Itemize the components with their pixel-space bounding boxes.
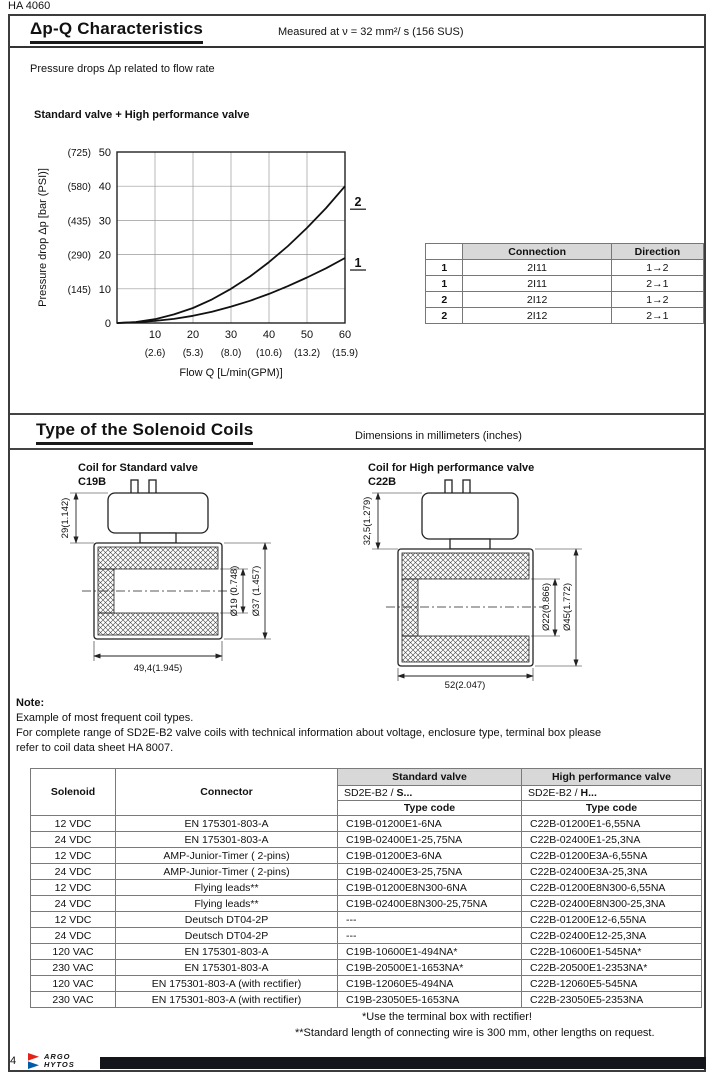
- table-cell: EN 175301-803-A: [116, 944, 338, 960]
- section-divider: [10, 413, 704, 415]
- dim-width: 49,4(1.945): [133, 663, 183, 674]
- footer-bar: [100, 1057, 706, 1069]
- table-cell: C19B-02400E3-25,75NA: [338, 864, 522, 880]
- chart-x-tick: 40: [262, 329, 276, 341]
- argo-hytos-logo-text: [44, 1053, 75, 1069]
- table-cell: 2→1: [611, 308, 703, 324]
- sub-header-standard-code: S...: [396, 787, 413, 799]
- connection-table-header: [426, 244, 704, 260]
- table-row: [31, 960, 702, 976]
- table-cell: C19B-20500E1-1653NA*: [338, 960, 522, 976]
- chart-x-tick-gpm: (10.6): [255, 348, 283, 359]
- hp-coil-caption-line1: Coil for High performance valve: [368, 462, 535, 474]
- table-cell: ---: [338, 912, 522, 928]
- table-cell: 2I12: [463, 308, 611, 324]
- chart-y-axis-label: Pressure drop Δp [bar (PSI)]: [37, 168, 49, 307]
- footnote-rectifier: *Use the terminal box with rectifier!: [362, 1011, 532, 1023]
- hp-coil-caption-line2: C22B: [368, 476, 397, 488]
- group-header-standard-valve: Standard valve: [338, 769, 522, 786]
- coil-table-body: [31, 816, 702, 1008]
- table-row: [31, 928, 702, 944]
- table-cell: 12 VDC: [31, 880, 116, 896]
- table-cell: Deutsch DT04-2P: [116, 912, 338, 928]
- table-cell: 1: [426, 260, 463, 276]
- table-row: [426, 292, 704, 308]
- connection-header-blank: [426, 244, 463, 260]
- table-cell: 12 VDC: [31, 848, 116, 864]
- coil-standard-body: [82, 543, 236, 639]
- table-cell: C22B-23050E5-2353NA: [522, 992, 702, 1008]
- table-cell: EN 175301-803-A (with rectifier): [116, 976, 338, 992]
- chart-x-tick: 10: [148, 329, 162, 341]
- chart-y-tick: 20: [98, 249, 111, 262]
- coil-hp-connector: [422, 480, 518, 549]
- table-cell: 230 VAC: [31, 992, 116, 1008]
- table-cell: C22B-12060E5-545NA: [522, 976, 702, 992]
- chart-curve-label-1: 1: [354, 256, 362, 271]
- connection-header-direction: Direction: [611, 244, 703, 260]
- coil-table-header-row1: [31, 769, 702, 786]
- table-cell: EN 175301-803-A (with rectifier): [116, 992, 338, 1008]
- table-cell: ---: [338, 928, 522, 944]
- type-code-header-standard: Type code: [338, 801, 522, 816]
- table-cell: 2→1: [611, 276, 703, 292]
- table-cell: AMP-Junior-Timer ( 2-pins): [116, 864, 338, 880]
- chart-y-tick-psi: (725): [67, 148, 91, 159]
- table-cell: C19B-02400E1-25,75NA: [338, 832, 522, 848]
- coils-header-rule: [10, 448, 704, 450]
- header-rule: [10, 46, 704, 48]
- dim-outer-diameter: Ø37 (1.457): [251, 565, 262, 617]
- table-row: [426, 276, 704, 292]
- standard-coil-caption-line2: C19B: [78, 476, 107, 488]
- chart-y-tick: 40: [98, 181, 111, 194]
- connection-header-connection: Connection: [463, 244, 611, 260]
- dim-inner-diameter: Ø19 (0.748): [229, 565, 240, 617]
- dim-width: 52(2.047): [444, 680, 486, 690]
- sub-header-high-prefix: SD2E-B2 /: [528, 787, 581, 799]
- chart-y-tick-psi: (435): [67, 216, 91, 228]
- table-cell: 24 VDC: [31, 928, 116, 944]
- chart-x-tick: 20: [186, 329, 200, 341]
- table-cell: C22B-02400E8N300-25,3NA: [522, 896, 702, 912]
- chart-curve-label-2: 2: [354, 195, 362, 210]
- chart-x-tick-gpm: (8.0): [220, 348, 242, 359]
- chart-x-tick-gpm: (13.2): [293, 348, 321, 359]
- table-cell: 12 VDC: [31, 816, 116, 832]
- page-frame: [8, 14, 706, 1072]
- table-cell: C22B-02400E12-25,3NA: [522, 928, 702, 944]
- table-cell: 2I12: [463, 292, 611, 308]
- table-cell: Flying leads**: [116, 880, 338, 896]
- table-cell: 1: [426, 276, 463, 292]
- dimensions-note: Dimensions in millimeters (inches): [355, 430, 522, 442]
- table-cell: 12 VDC: [31, 912, 116, 928]
- col-header-connector: Connector: [116, 769, 338, 816]
- dpq-section-title: Δp-Q Characteristics: [30, 19, 203, 44]
- table-cell: C22B-02400E1-25,3NA: [522, 832, 702, 848]
- note-title: Note:: [16, 697, 45, 709]
- dim-connector-height: 32,5(1.279): [362, 496, 373, 546]
- table-row: [31, 896, 702, 912]
- chart-y-tick: 10: [98, 283, 111, 296]
- chart-x-tick-gpm: (2.6): [144, 348, 166, 359]
- chart-x-tick: 60: [338, 329, 352, 341]
- measured-at-note: Measured at ν = 32 mm²/ s (156 SUS): [278, 26, 464, 38]
- table-row: [426, 308, 704, 324]
- sub-header-standard: [338, 786, 522, 801]
- table-row: [426, 260, 704, 276]
- coil-drawing-high-performance: [348, 475, 658, 690]
- dpq-chart: [28, 138, 403, 393]
- table-cell: Deutsch DT04-2P: [116, 928, 338, 944]
- col-header-solenoid: Solenoid: [31, 769, 116, 816]
- table-cell: C22B-01200E12-6,55NA: [522, 912, 702, 928]
- table-cell: 120 VAC: [31, 944, 116, 960]
- sub-header-standard-prefix: SD2E-B2 /: [344, 787, 397, 799]
- chart-y-tick-psi: (290): [67, 250, 91, 262]
- page-number: 4: [10, 1055, 17, 1067]
- coil-type-table: [30, 768, 702, 1008]
- note-line2: For complete range of SD2E-B2 valve coils with technical information about voltage, enclosure type, terminal box please: [16, 727, 602, 739]
- table-cell: EN 175301-803-A: [116, 816, 338, 832]
- chart-caption: Standard valve + High performance valve: [34, 109, 250, 121]
- table-cell: 120 VAC: [31, 976, 116, 992]
- type-code-header-high: Type code: [522, 801, 702, 816]
- table-cell: 230 VAC: [31, 960, 116, 976]
- table-cell: 24 VDC: [31, 832, 116, 848]
- chart-x-tick: 30: [224, 329, 238, 341]
- table-cell: C19B-12060E5-494NA: [338, 976, 522, 992]
- table-cell: C22B-01200E1-6,55NA: [522, 816, 702, 832]
- note-line1: Example of most frequent coil types.: [16, 712, 194, 724]
- chart-x-tick-gpm: (15.9): [331, 348, 359, 359]
- brand-line1: ARGO: [44, 1052, 71, 1061]
- table-cell: C22B-01200E8N300-6,55NA: [522, 880, 702, 896]
- chart-y-tick: 50: [98, 147, 111, 159]
- table-cell: C22B-20500E1-2353NA*: [522, 960, 702, 976]
- table-row: [31, 976, 702, 992]
- connection-table-body: [426, 260, 704, 324]
- table-row: [31, 848, 702, 864]
- table-cell: C19B-02400E8N300-25,75NA: [338, 896, 522, 912]
- table-cell: C19B-01200E8N300-6NA: [338, 880, 522, 896]
- dpq-subtitle: Pressure drops Δp related to flow rate: [30, 63, 215, 75]
- connection-table: [425, 243, 704, 324]
- brand-line2: HYTOS: [44, 1060, 75, 1069]
- table-row: [31, 880, 702, 896]
- table-cell: EN 175301-803-A: [116, 832, 338, 848]
- table-cell: C22B-01200E3A-6,55NA: [522, 848, 702, 864]
- chart-y-tick-psi: (145): [67, 284, 91, 296]
- sub-header-high-code: H...: [580, 787, 597, 799]
- dim-outer-diameter: Ø45(1.772): [562, 582, 573, 632]
- table-cell: Flying leads**: [116, 896, 338, 912]
- table-cell: 1→2: [611, 260, 703, 276]
- table-cell: AMP-Junior-Timer ( 2-pins): [116, 848, 338, 864]
- chart-x-axis-label: Flow Q [L/min(GPM)]: [179, 367, 283, 379]
- table-cell: 2: [426, 308, 463, 324]
- note-line3: refer to coil data sheet HA 8007.: [16, 742, 174, 754]
- coils-section-title: Type of the Solenoid Coils: [36, 420, 253, 445]
- table-cell: C22B-02400E3A-25,3NA: [522, 864, 702, 880]
- coil-hp-body: [386, 549, 546, 666]
- table-cell: 1→2: [611, 292, 703, 308]
- table-cell: 24 VDC: [31, 864, 116, 880]
- standard-coil-caption-line1: Coil for Standard valve: [78, 462, 198, 474]
- chart-y-tick: 0: [104, 318, 111, 330]
- table-cell: 24 VDC: [31, 896, 116, 912]
- table-cell: 2: [426, 292, 463, 308]
- table-cell: C19B-01200E3-6NA: [338, 848, 522, 864]
- argo-hytos-logo: [28, 1052, 75, 1070]
- dim-inner-diameter: Ø22(0.866): [541, 582, 552, 632]
- footnote-wire-length: **Standard length of connecting wire is 300 mm, other lengths on request.: [295, 1027, 655, 1039]
- table-cell: 2I11: [463, 276, 611, 292]
- table-cell: C19B-01200E1-6NA: [338, 816, 522, 832]
- table-row: [31, 832, 702, 848]
- sub-header-high: [522, 786, 702, 801]
- table-cell: C19B-10600E1-494NA*: [338, 944, 522, 960]
- dim-connector-height: 29(1.142): [60, 497, 71, 539]
- coil-drawing-standard: [58, 475, 298, 690]
- table-row: [31, 992, 702, 1008]
- table-row: [31, 912, 702, 928]
- chart-x-tick: 50: [300, 329, 314, 341]
- chart-x-tick-gpm: (5.3): [182, 348, 204, 359]
- table-row: [31, 864, 702, 880]
- table-row: [31, 944, 702, 960]
- coil-standard-connector: [108, 480, 208, 543]
- table-cell: C19B-23050E5-1653NA: [338, 992, 522, 1008]
- chart-y-tick-psi: (580): [67, 182, 91, 194]
- group-header-high-performance-valve: High performance valve: [522, 769, 702, 786]
- table-cell: C22B-10600E1-545NA*: [522, 944, 702, 960]
- table-cell: EN 175301-803-A: [116, 960, 338, 976]
- chart-y-tick: 30: [98, 215, 111, 228]
- table-cell: 2I11: [463, 260, 611, 276]
- table-row: [31, 816, 702, 832]
- argo-hytos-logo-mark: [28, 1052, 41, 1070]
- doc-number: HA 4060: [8, 0, 51, 12]
